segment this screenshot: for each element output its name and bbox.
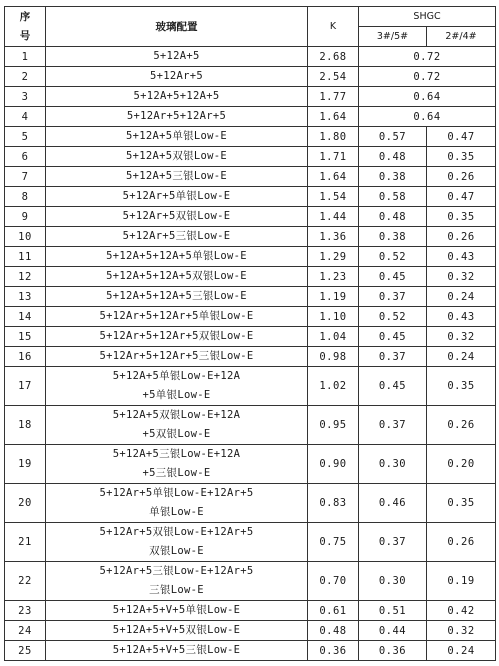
table-row bbox=[5, 167, 496, 187]
cell-serial-number: 4 bbox=[5, 107, 46, 127]
header-shgc: SHGC bbox=[359, 7, 496, 27]
table-row bbox=[5, 307, 496, 327]
cell-glass-config bbox=[46, 107, 308, 127]
cell-shgc-2-4: 0.26 bbox=[427, 406, 496, 445]
glass-config-line: 5+12A+5+V+5双银Low-E bbox=[112, 624, 241, 636]
cell-shgc-3-5: 0.57 bbox=[359, 127, 427, 147]
table-row bbox=[5, 287, 496, 307]
cell-glass-config bbox=[46, 67, 308, 87]
glass-config-line: 5+12A+5+12A+5 bbox=[133, 90, 220, 102]
cell-serial-number: 5 bbox=[5, 127, 46, 147]
cell-serial-number: 24 bbox=[5, 621, 46, 641]
cell-serial-number: 13 bbox=[5, 287, 46, 307]
glass-config-line: 双银Low-E bbox=[149, 545, 204, 557]
table-row bbox=[5, 621, 496, 641]
table-row bbox=[5, 562, 496, 601]
table-row bbox=[5, 445, 496, 484]
cell-shgc-3-5: 0.30 bbox=[359, 445, 427, 484]
cell-glass-config bbox=[46, 445, 308, 484]
cell-shgc-3-5: 0.38 bbox=[359, 227, 427, 247]
table-row bbox=[5, 367, 496, 406]
cell-shgc-3-5: 0.37 bbox=[359, 287, 427, 307]
cell-shgc-3-5: 0.45 bbox=[359, 367, 427, 406]
cell-k-value: 1.04 bbox=[308, 327, 359, 347]
cell-k-value: 1.54 bbox=[308, 187, 359, 207]
header-row-1 bbox=[5, 7, 496, 27]
cell-shgc-2-4: 0.24 bbox=[427, 641, 496, 661]
cell-shgc-2-4: 0.26 bbox=[427, 227, 496, 247]
cell-serial-number: 1 bbox=[5, 47, 46, 67]
table-row bbox=[5, 107, 496, 127]
cell-k-value: 1.44 bbox=[308, 207, 359, 227]
cell-shgc-2-4: 0.20 bbox=[427, 445, 496, 484]
glass-config-line: 5+12Ar+5 bbox=[150, 70, 203, 82]
glass-config-line: 5+12Ar+5三银Low-E+12Ar+5 bbox=[99, 565, 254, 577]
cell-shgc-merged: 0.64 bbox=[359, 87, 496, 107]
cell-glass-config bbox=[46, 641, 308, 661]
cell-k-value: 1.64 bbox=[308, 167, 359, 187]
cell-serial-number: 3 bbox=[5, 87, 46, 107]
cell-shgc-3-5: 0.37 bbox=[359, 406, 427, 445]
cell-k-value: 0.90 bbox=[308, 445, 359, 484]
header-k-value: K bbox=[308, 7, 359, 47]
table-row bbox=[5, 267, 496, 287]
table-row bbox=[5, 227, 496, 247]
glass-config-line: 5+12Ar+5单银Low-E bbox=[122, 190, 231, 202]
cell-shgc-3-5: 0.48 bbox=[359, 207, 427, 227]
cell-shgc-3-5: 0.51 bbox=[359, 601, 427, 621]
cell-glass-config bbox=[46, 47, 308, 67]
cell-shgc-2-4: 0.35 bbox=[427, 484, 496, 523]
glass-config-line: 5+12A+5单银Low-E+12A bbox=[112, 370, 241, 382]
cell-shgc-2-4: 0.32 bbox=[427, 327, 496, 347]
glass-config-line: 5+12Ar+5+12Ar+5三银Low-E bbox=[99, 350, 254, 362]
cell-glass-config bbox=[46, 227, 308, 247]
cell-glass-config bbox=[46, 484, 308, 523]
cell-shgc-2-4: 0.19 bbox=[427, 562, 496, 601]
cell-shgc-merged: 0.72 bbox=[359, 47, 496, 67]
cell-shgc-3-5: 0.52 bbox=[359, 307, 427, 327]
cell-shgc-2-4: 0.32 bbox=[427, 267, 496, 287]
cell-k-value: 0.70 bbox=[308, 562, 359, 601]
cell-shgc-2-4: 0.26 bbox=[427, 523, 496, 562]
cell-k-value: 1.10 bbox=[308, 307, 359, 327]
cell-glass-config bbox=[46, 167, 308, 187]
header-serial-number bbox=[5, 7, 46, 47]
cell-glass-config bbox=[46, 406, 308, 445]
cell-shgc-2-4: 0.43 bbox=[427, 247, 496, 267]
cell-glass-config bbox=[46, 523, 308, 562]
table-row bbox=[5, 406, 496, 445]
cell-serial-number: 25 bbox=[5, 641, 46, 661]
cell-k-value: 1.71 bbox=[308, 147, 359, 167]
cell-shgc-3-5: 0.45 bbox=[359, 267, 427, 287]
cell-serial-number: 9 bbox=[5, 207, 46, 227]
cell-shgc-merged: 0.64 bbox=[359, 107, 496, 127]
cell-glass-config bbox=[46, 347, 308, 367]
table-row bbox=[5, 127, 496, 147]
header-serial-line2: 号 bbox=[19, 29, 31, 42]
cell-glass-config bbox=[46, 187, 308, 207]
cell-k-value: 0.95 bbox=[308, 406, 359, 445]
table-row bbox=[5, 641, 496, 661]
glass-config-line: 5+12A+5+12A+5双银Low-E bbox=[106, 270, 247, 282]
header-glass-config: 玻璃配置 bbox=[46, 7, 308, 47]
cell-k-value: 0.61 bbox=[308, 601, 359, 621]
cell-k-value: 1.77 bbox=[308, 87, 359, 107]
cell-glass-config bbox=[46, 267, 308, 287]
table-header bbox=[5, 7, 496, 47]
cell-shgc-2-4: 0.43 bbox=[427, 307, 496, 327]
cell-serial-number: 10 bbox=[5, 227, 46, 247]
table-row bbox=[5, 247, 496, 267]
glass-config-line: +5单银Low-E bbox=[142, 389, 211, 401]
table-row bbox=[5, 347, 496, 367]
glass-config-line: 5+12Ar+5单银Low-E+12Ar+5 bbox=[99, 487, 254, 499]
cell-shgc-2-4: 0.35 bbox=[427, 207, 496, 227]
glass-config-line: 5+12A+5+V+5三银Low-E bbox=[112, 644, 241, 656]
cell-shgc-3-5: 0.45 bbox=[359, 327, 427, 347]
glass-config-line: 5+12A+5+12A+5三银Low-E bbox=[106, 290, 247, 302]
table-row bbox=[5, 67, 496, 87]
glass-config-line: 5+12Ar+5+12Ar+5单银Low-E bbox=[99, 310, 254, 322]
cell-shgc-3-5: 0.52 bbox=[359, 247, 427, 267]
cell-serial-number: 21 bbox=[5, 523, 46, 562]
cell-glass-config bbox=[46, 367, 308, 406]
cell-shgc-3-5: 0.37 bbox=[359, 347, 427, 367]
cell-shgc-2-4: 0.35 bbox=[427, 147, 496, 167]
cell-shgc-3-5: 0.48 bbox=[359, 147, 427, 167]
cell-serial-number: 22 bbox=[5, 562, 46, 601]
glass-config-line: 单银Low-E bbox=[149, 506, 204, 518]
glass-config-line: 5+12Ar+5双银Low-E bbox=[122, 210, 231, 222]
cell-glass-config bbox=[46, 327, 308, 347]
cell-serial-number: 6 bbox=[5, 147, 46, 167]
cell-serial-number: 7 bbox=[5, 167, 46, 187]
cell-glass-config bbox=[46, 247, 308, 267]
cell-shgc-3-5: 0.44 bbox=[359, 621, 427, 641]
cell-k-value: 2.54 bbox=[308, 67, 359, 87]
cell-k-value: 0.75 bbox=[308, 523, 359, 562]
cell-k-value: 1.19 bbox=[308, 287, 359, 307]
glass-config-line: 5+12Ar+5+12Ar+5 bbox=[126, 110, 227, 122]
glass-config-line: 5+12A+5双银Low-E+12A bbox=[112, 409, 241, 421]
header-shgc-2-4: 2#/4# bbox=[427, 27, 496, 47]
cell-k-value: 1.02 bbox=[308, 367, 359, 406]
cell-shgc-3-5: 0.36 bbox=[359, 641, 427, 661]
table-row bbox=[5, 484, 496, 523]
table-row bbox=[5, 187, 496, 207]
cell-k-value: 1.64 bbox=[308, 107, 359, 127]
cell-k-value: 1.36 bbox=[308, 227, 359, 247]
cell-shgc-2-4: 0.26 bbox=[427, 167, 496, 187]
cell-serial-number: 23 bbox=[5, 601, 46, 621]
cell-shgc-3-5: 0.46 bbox=[359, 484, 427, 523]
cell-serial-number: 14 bbox=[5, 307, 46, 327]
glass-config-line: 5+12A+5+12A+5单银Low-E bbox=[106, 250, 247, 262]
cell-serial-number: 17 bbox=[5, 367, 46, 406]
cell-k-value: 2.68 bbox=[308, 47, 359, 67]
glass-config-line: 5+12Ar+5三银Low-E bbox=[122, 230, 231, 242]
table-row bbox=[5, 47, 496, 67]
cell-shgc-2-4: 0.42 bbox=[427, 601, 496, 621]
cell-shgc-2-4: 0.24 bbox=[427, 287, 496, 307]
table-row bbox=[5, 523, 496, 562]
glass-config-line: +5双银Low-E bbox=[142, 428, 211, 440]
cell-glass-config bbox=[46, 87, 308, 107]
glass-config-line: 三银Low-E bbox=[149, 584, 204, 596]
cell-k-value: 0.98 bbox=[308, 347, 359, 367]
glass-config-line: 5+12A+5 bbox=[153, 50, 200, 62]
cell-serial-number: 20 bbox=[5, 484, 46, 523]
table-body bbox=[5, 47, 496, 661]
header-shgc-3-5: 3#/5# bbox=[359, 27, 427, 47]
cell-shgc-3-5: 0.37 bbox=[359, 523, 427, 562]
cell-k-value: 0.36 bbox=[308, 641, 359, 661]
cell-glass-config bbox=[46, 621, 308, 641]
cell-serial-number: 12 bbox=[5, 267, 46, 287]
cell-serial-number: 18 bbox=[5, 406, 46, 445]
glass-config-line: +5三银Low-E bbox=[142, 467, 211, 479]
glass-config-line: 5+12A+5三银Low-E bbox=[125, 170, 228, 182]
cell-glass-config bbox=[46, 307, 308, 327]
cell-glass-config bbox=[46, 287, 308, 307]
cell-glass-config bbox=[46, 207, 308, 227]
cell-serial-number: 11 bbox=[5, 247, 46, 267]
glass-config-line: 5+12A+5单银Low-E bbox=[125, 130, 228, 142]
cell-shgc-2-4: 0.32 bbox=[427, 621, 496, 641]
cell-glass-config bbox=[46, 562, 308, 601]
cell-k-value: 1.23 bbox=[308, 267, 359, 287]
cell-k-value: 1.80 bbox=[308, 127, 359, 147]
cell-shgc-3-5: 0.38 bbox=[359, 167, 427, 187]
cell-shgc-2-4: 0.47 bbox=[427, 187, 496, 207]
glass-performance-table bbox=[4, 6, 496, 661]
cell-glass-config bbox=[46, 601, 308, 621]
glass-config-line: 5+12Ar+5双银Low-E+12Ar+5 bbox=[99, 526, 254, 538]
table-row bbox=[5, 87, 496, 107]
cell-k-value: 0.48 bbox=[308, 621, 359, 641]
cell-shgc-2-4: 0.24 bbox=[427, 347, 496, 367]
cell-serial-number: 15 bbox=[5, 327, 46, 347]
cell-glass-config bbox=[46, 147, 308, 167]
header-serial-line1: 序 bbox=[19, 10, 31, 23]
cell-serial-number: 8 bbox=[5, 187, 46, 207]
cell-k-value: 0.83 bbox=[308, 484, 359, 523]
glass-config-line: 5+12A+5三银Low-E+12A bbox=[112, 448, 241, 460]
cell-shgc-merged: 0.72 bbox=[359, 67, 496, 87]
cell-serial-number: 16 bbox=[5, 347, 46, 367]
cell-k-value: 1.29 bbox=[308, 247, 359, 267]
glass-config-line: 5+12A+5双银Low-E bbox=[125, 150, 228, 162]
cell-shgc-2-4: 0.35 bbox=[427, 367, 496, 406]
cell-shgc-3-5: 0.58 bbox=[359, 187, 427, 207]
cell-serial-number: 2 bbox=[5, 67, 46, 87]
table-row bbox=[5, 327, 496, 347]
glass-config-line: 5+12A+5+V+5单银Low-E bbox=[112, 604, 241, 616]
table-row bbox=[5, 207, 496, 227]
cell-shgc-3-5: 0.30 bbox=[359, 562, 427, 601]
cell-serial-number: 19 bbox=[5, 445, 46, 484]
glass-config-line: 5+12Ar+5+12Ar+5双银Low-E bbox=[99, 330, 254, 342]
table-row bbox=[5, 601, 496, 621]
cell-shgc-2-4: 0.47 bbox=[427, 127, 496, 147]
table-row bbox=[5, 147, 496, 167]
cell-glass-config bbox=[46, 127, 308, 147]
